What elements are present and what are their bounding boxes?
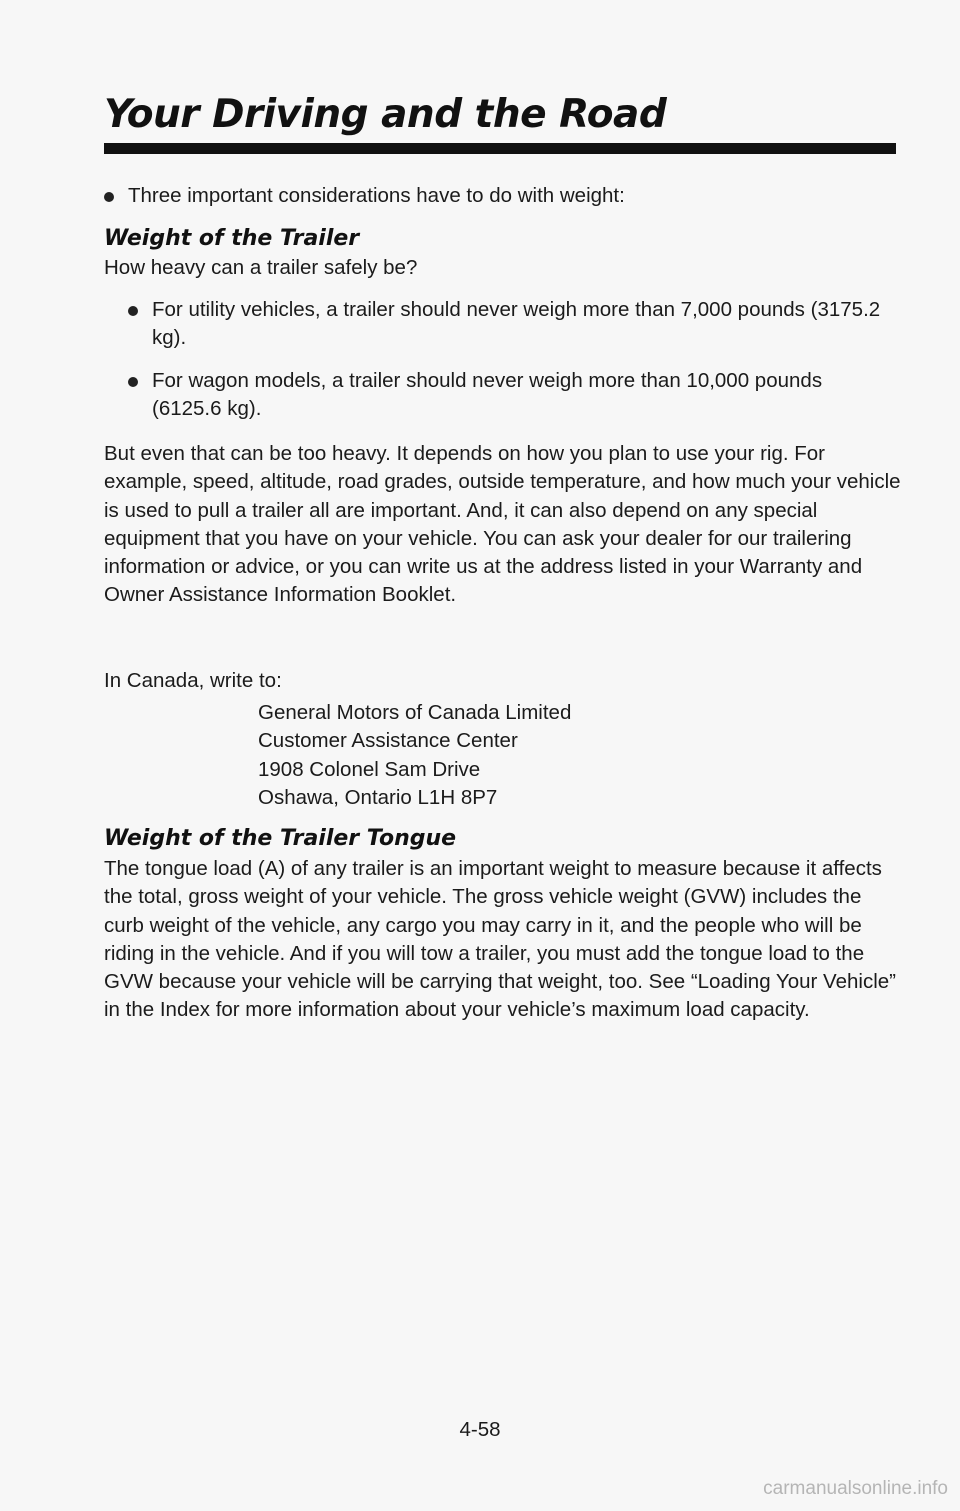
tongue-paragraph: The tongue load (A) of any trailer is an important weight to measure because it affects the total, gross weight of your vehicle. The gross vehicle weight (GVW) includes the curb weight of the vehicle, any cargo you may carry in it, and the people who will be riding in the vehicle. And if you will tow a trailer, you must add the tongue load to the GVW because your vehicle will be carrying that weight, too. See “Loading Your Vehicle” in the Index for more information about your vehicle’s maximum load capacity. <box>104 857 896 1022</box>
address-line: Oshawa, Ontario L1H 8P7 <box>258 785 498 809</box>
list-item-text: For wagon models, a trailer should never weigh more than 10,000 pounds (6125.6 kg). <box>152 369 823 421</box>
canada-intro: In Canada, write to: <box>104 669 282 692</box>
page-header-title: Your Driving and the Road <box>104 92 667 137</box>
page-number: 4-58 <box>459 1418 501 1441</box>
weight-paragraph: But even that can be too heavy. It depends on how you plan to use your rig. For example, speed, altitude, road grades, outside temperature, and how much your vehicle is used to pull a trailer all are important. And, it can also depend on any special equipment that you have on your vehicle. You can ask your dealer for our trailering information or advice, or you can write us at the address listed in your Warranty and Owner Assistance Information Booklet. <box>104 442 901 607</box>
section-heading-tongue-weight: Weight of the Trailer Tongue <box>104 826 457 851</box>
header-rule <box>104 143 896 154</box>
bullet-dot-icon <box>104 192 114 202</box>
intro-bullet-text: Three important considerations have to do with weight: <box>128 184 625 207</box>
section-heading-trailer-weight: Weight of the Trailer <box>104 226 360 251</box>
bullet-dot-icon <box>128 377 138 387</box>
watermark: carmanualsonline.info <box>763 1478 948 1499</box>
question-text: How heavy can a trailer safely be? <box>104 256 418 279</box>
address-line: 1908 Colonel Sam Drive <box>258 757 481 781</box>
address-line: Customer Assistance Center <box>258 729 518 753</box>
bullet-dot-icon <box>128 306 138 316</box>
address-line: General Motors of Canada Limited <box>258 701 572 724</box>
canada-address <box>258 699 778 812</box>
list-item-text: For utility vehicles, a trailer should never weigh more than 7,000 pounds (3175.2 kg). <box>152 298 881 350</box>
